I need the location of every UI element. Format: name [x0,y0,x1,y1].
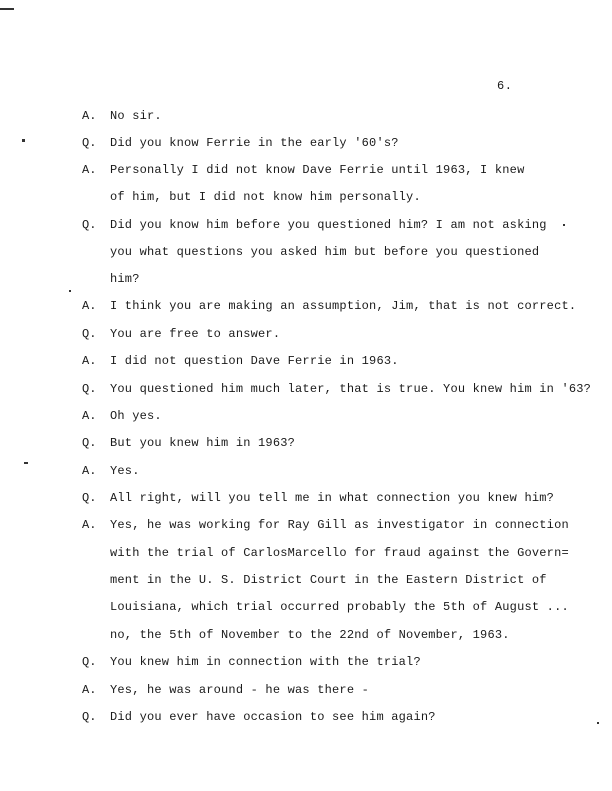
scan-mark [0,8,14,10]
line-text: You are free to answer. [110,327,281,341]
line-text: Oh yes. [110,409,162,423]
line-text: you what questions you asked him but before you questioned [110,245,540,259]
transcript-line [0,461,612,481]
transcript-line [0,597,612,617]
line-text: Personally I did not know Dave Ferrie until 1963, I knew [110,163,525,177]
scan-mark [69,290,71,292]
speaker-label: A. [82,683,97,697]
speaker-label: A. [82,409,97,423]
transcript-line [0,543,612,563]
line-text: You knew him in connection with the trial? [110,655,421,669]
line-text: Did you know him before you questioned him? I am not asking [110,218,547,232]
transcript-line [0,406,612,426]
speaker-label: A. [82,464,97,478]
speaker-label: Q. [82,382,97,396]
speaker-label: A. [82,518,97,532]
transcript-line [0,652,612,672]
line-text: him? [110,272,140,286]
line-text: Louisiana, which trial occurred probably the 5th of August ... [110,600,569,614]
speaker-label: A. [82,299,97,313]
transcript-line [0,269,612,289]
transcript-line [0,707,612,727]
transcript-line [0,488,612,508]
transcript-line [0,324,612,344]
speaker-label: Q. [82,491,97,505]
transcript-line [0,215,612,235]
line-text: no, the 5th of November to the 22nd of November, 1963. [110,628,510,642]
speaker-label: A. [82,109,97,123]
transcript-line [0,570,612,590]
transcript-line [0,433,612,453]
transcript-line [0,296,612,316]
transcript-line [0,187,612,207]
speaker-label: Q. [82,327,97,341]
line-text: with the trial of CarlosMarcello for fraud against the Govern= [110,546,569,560]
transcript-line [0,133,612,153]
speaker-label: Q. [82,218,97,232]
line-text: But you knew him in 1963? [110,436,296,450]
line-text: Did you ever have occasion to see him again? [110,710,436,724]
transcript-line [0,379,612,399]
line-text: of him, but I did not know him personally. [110,190,421,204]
transcript-line [0,515,612,535]
line-text: ment in the U. S. District Court in the Eastern District of [110,573,547,587]
transcript-line [0,242,612,262]
transcript-line [0,106,612,126]
transcript-line [0,351,612,371]
speaker-label: A. [82,354,97,368]
line-text: I did not question Dave Ferrie in 1963. [110,354,399,368]
line-text: Did you know Ferrie in the early '60's? [110,136,399,150]
page-number: 6. [497,79,513,93]
transcript-line [0,160,612,180]
line-text: You questioned him much later, that is true. You knew him in '63? [110,382,592,396]
line-text: Yes. [110,464,140,478]
speaker-label: Q. [82,655,97,669]
line-text: All right, will you tell me in what connection you knew him? [110,491,555,505]
line-text: Yes, he was around - he was there - [110,683,370,697]
speaker-label: A. [82,163,97,177]
speaker-label: Q. [82,436,97,450]
line-text: I think you are making an assumption, Jim, that is not correct. [110,299,577,313]
line-text: No sir. [110,109,162,123]
speaker-label: Q. [82,136,97,150]
transcript-line [0,625,612,645]
line-text: Yes, he was working for Ray Gill as investigator in connection [110,518,569,532]
transcript-line [0,680,612,700]
speaker-label: Q. [82,710,97,724]
